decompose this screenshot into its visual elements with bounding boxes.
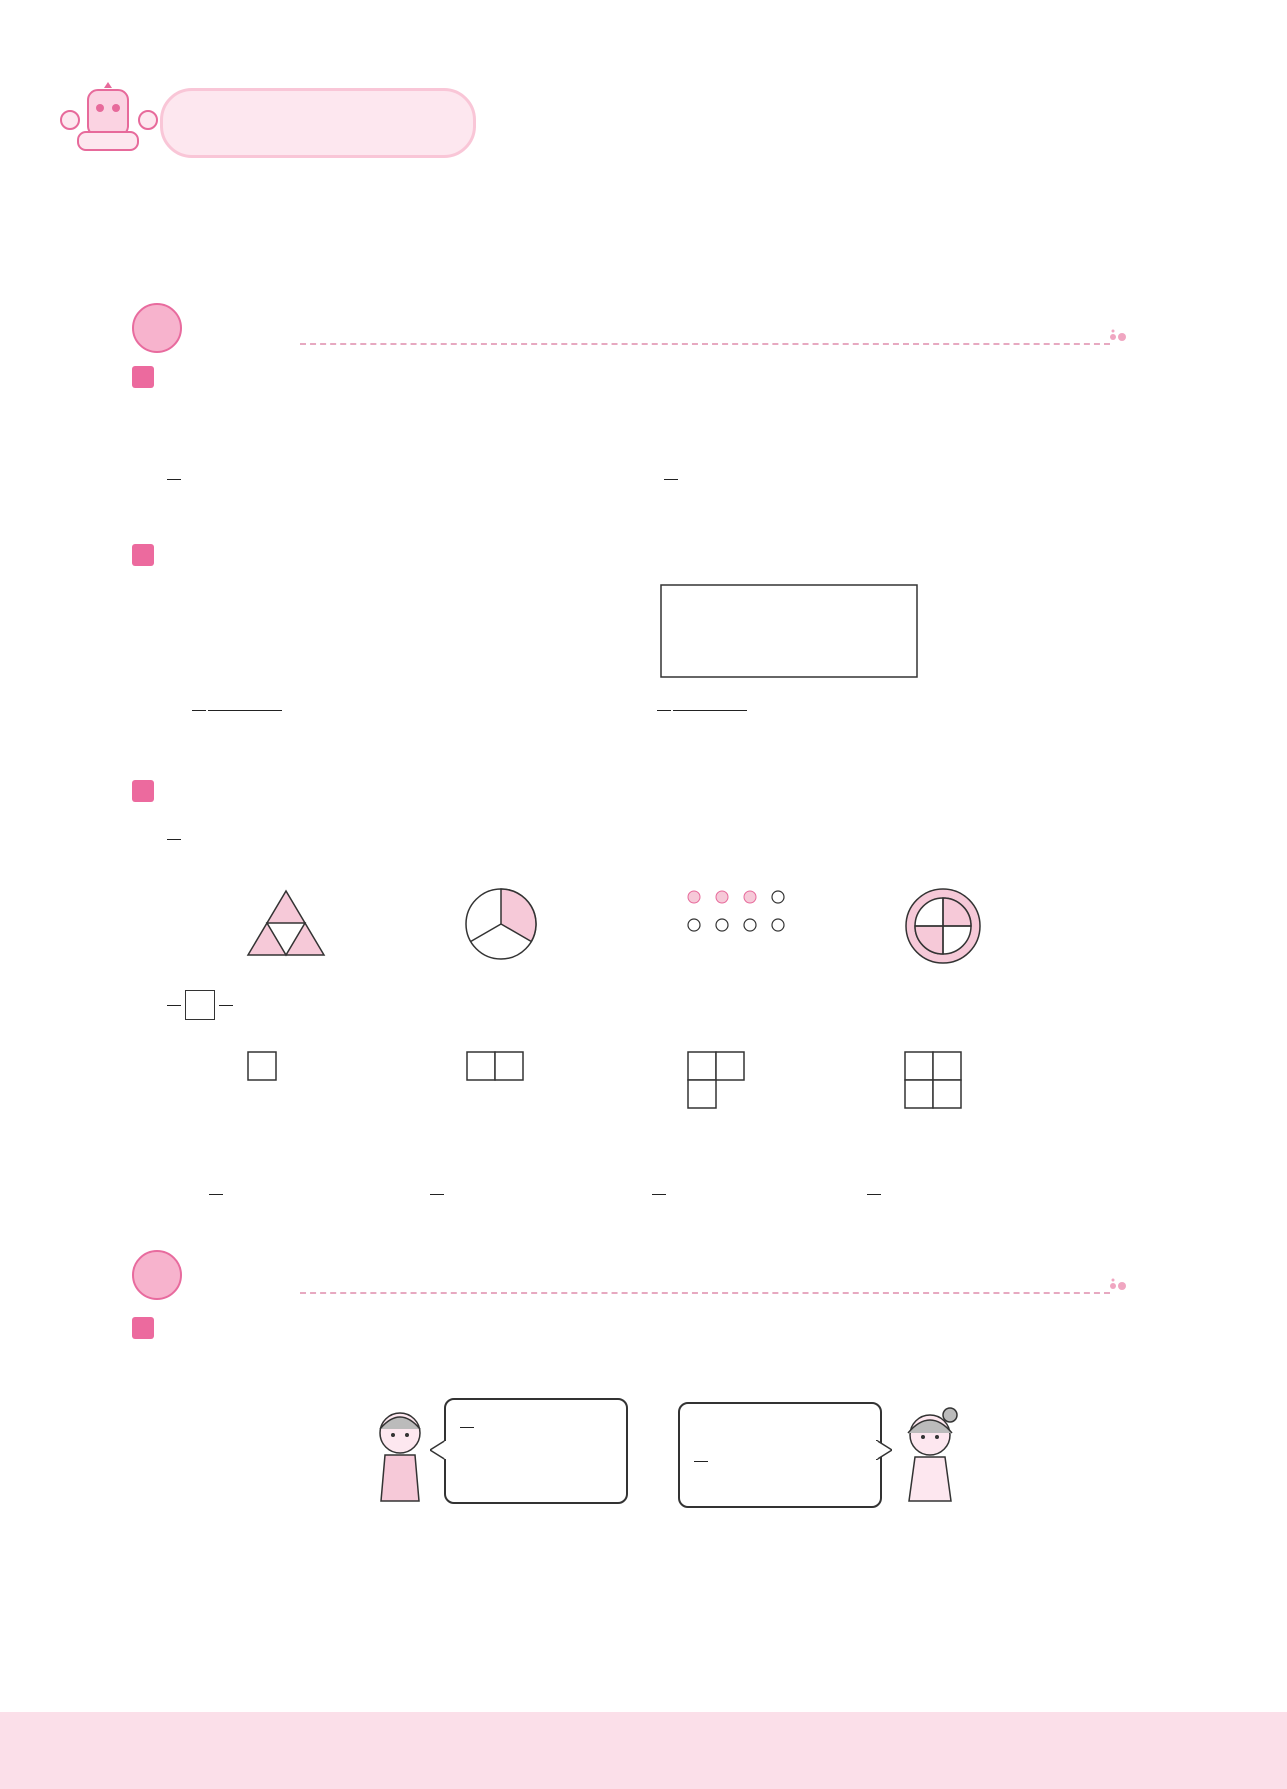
fraction <box>867 1193 881 1196</box>
dots-figure[interactable] <box>684 885 794 935</box>
two-squares-figure[interactable] <box>465 1050 529 1084</box>
q3p3-option-b[interactable] <box>428 1181 446 1206</box>
decor-dots-icon <box>1108 329 1132 345</box>
decor-dots-icon <box>1108 1278 1132 1294</box>
q3p3-option-a[interactable] <box>207 1181 225 1206</box>
q3-part1 <box>165 826 183 851</box>
birds-right-group <box>602 403 1022 453</box>
fraction <box>460 1426 474 1429</box>
fraction <box>219 1004 233 1007</box>
fraction <box>167 1004 181 1007</box>
section-basic-icon <box>132 303 182 353</box>
bubble-tail <box>430 1440 446 1460</box>
q2-right-answer-fraction[interactable] <box>673 709 747 712</box>
section-divider <box>300 343 1110 345</box>
boy-speech-bubble <box>444 1398 628 1504</box>
small-square-icon <box>185 990 215 1020</box>
circle-thirds-figure[interactable] <box>463 886 539 962</box>
ring-quarters-figure[interactable] <box>903 886 983 966</box>
fraction <box>664 478 678 481</box>
section-divider <box>300 1292 1110 1294</box>
q2-right-statement <box>655 697 747 722</box>
q1-right-statement <box>662 466 680 491</box>
q3-part2 <box>165 990 235 1020</box>
q1-left-statement <box>165 466 183 491</box>
q2-left-statement <box>190 697 282 722</box>
four-squares-figure[interactable] <box>903 1050 967 1114</box>
question-number-2 <box>132 544 154 566</box>
girl-fangfang-icon <box>895 1405 965 1505</box>
bubble-tail <box>876 1440 892 1460</box>
question-number-1 <box>132 366 154 388</box>
fraction <box>652 1193 666 1196</box>
three-squares-figure[interactable] <box>686 1050 750 1114</box>
q2-left-answer-fraction[interactable] <box>208 709 282 712</box>
fraction <box>657 709 671 712</box>
q3p3-option-c[interactable] <box>650 1181 668 1206</box>
q3p3-option-d[interactable] <box>865 1181 883 1206</box>
girl-speech-bubble <box>678 1402 882 1508</box>
boy-shuaishuai-icon <box>365 1405 435 1505</box>
triangle-figure[interactable] <box>245 888 327 958</box>
flowers-group[interactable] <box>160 590 550 680</box>
footer-band <box>0 1712 1287 1789</box>
fraction <box>192 709 206 712</box>
chapter-title-pill <box>160 88 476 158</box>
section-advanced-icon <box>132 1250 182 1300</box>
fraction <box>694 1460 708 1463</box>
birds-left-group <box>162 403 447 453</box>
fraction <box>167 838 181 841</box>
question-number-3 <box>132 780 154 802</box>
one-square-figure[interactable] <box>246 1050 280 1084</box>
circles-grid-box[interactable] <box>660 584 918 678</box>
fraction <box>430 1193 444 1196</box>
fraction <box>167 478 181 481</box>
fraction <box>209 1193 223 1196</box>
question-number-4 <box>132 1317 154 1339</box>
